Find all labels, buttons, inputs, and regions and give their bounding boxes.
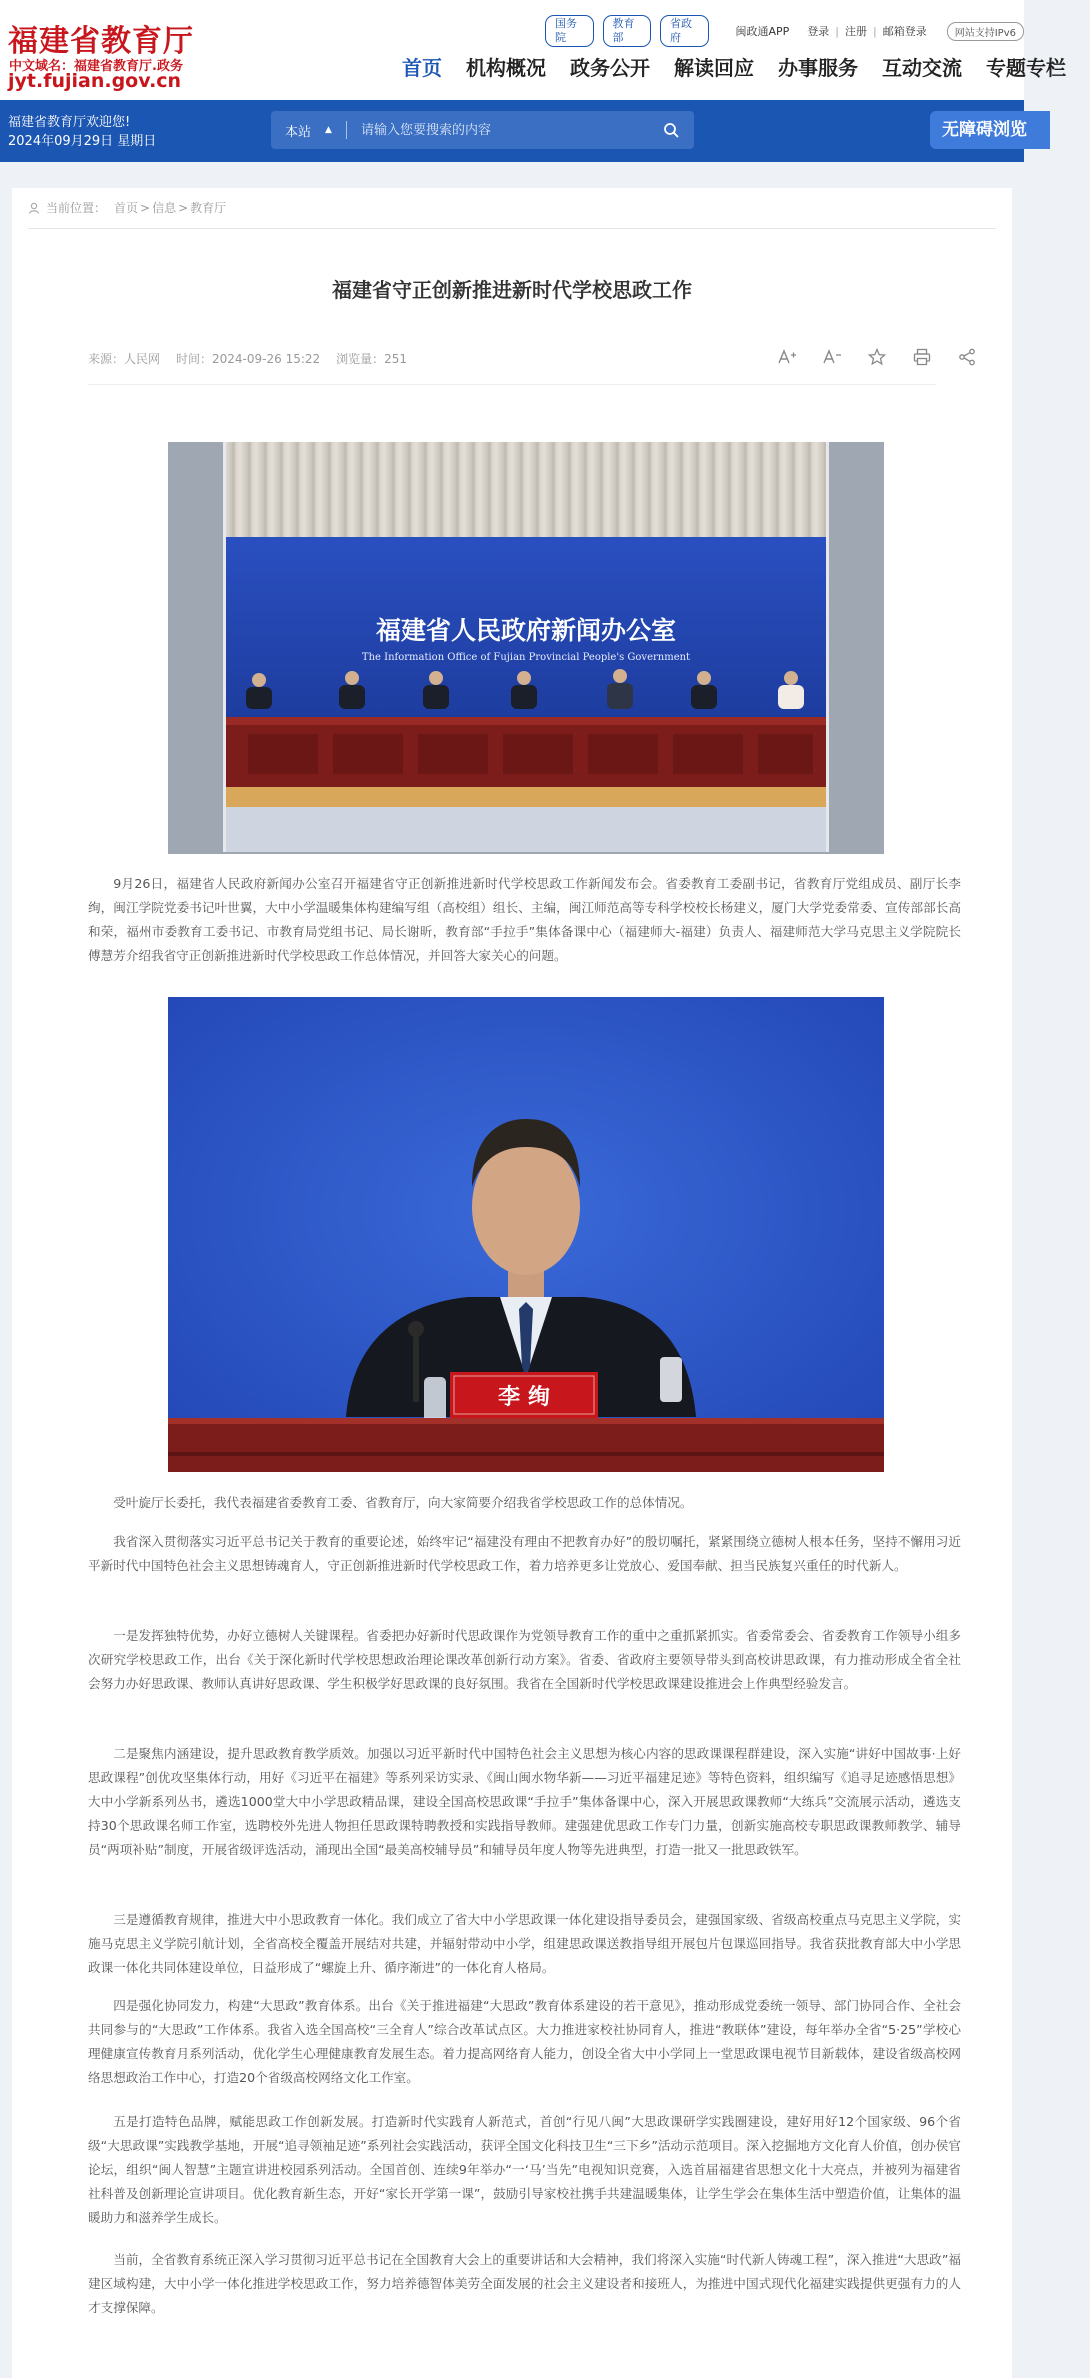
article-tools	[764, 346, 989, 368]
breadcrumb-info[interactable]: 信息	[152, 201, 177, 215]
divider	[28, 228, 996, 229]
mail-login-link[interactable]: 邮箱登录	[882, 25, 927, 38]
welcome-block	[8, 113, 156, 151]
article-paragraph: 一是发挥独特优势，办好立德树人关键课程。省委把办好新时代思政课作为党领导教育工作的重中之重抓紧抓实。省委常委会、省委教育工作领导小组多次研究学校思政工作，出台《关于深化新时代学校思想政治理论课改革创新行动方案》。省委、省政府主要领导带头到高校讲思政课，有力推动形成全省全社会努力办好思政课、教师认真讲好思政课、学生积极学好思政课的良好氛围。我省在全国新时代学校思政课建设推进会上作典型经验发言。	[88, 1628, 961, 1691]
article-meta	[88, 350, 423, 367]
breadcrumb-department[interactable]: 教育厅	[190, 201, 227, 215]
search-scope-label: 本站	[285, 124, 312, 140]
press-banner-text-en: The Information Office of Fujian Provincial People's Government	[361, 652, 691, 663]
login-link[interactable]: 登录	[807, 25, 830, 38]
article-source: 来源：人民网	[88, 352, 161, 366]
nav-services[interactable]: 办事服务	[778, 56, 858, 80]
separator: |	[835, 24, 840, 38]
breadcrumb-label: 当前位置：	[46, 201, 107, 215]
nav-home[interactable]: 首页	[402, 56, 442, 80]
logo-cn-domain: 中文域名：福建省教育厅.政务	[9, 59, 183, 74]
print-button[interactable]	[899, 346, 944, 368]
press-banner-text: 福建省人民政府新闻办公室	[375, 616, 677, 645]
font-increase-button[interactable]	[764, 346, 809, 368]
article-paragraph: 三是遵循教育规律，推进大中小思政教育一体化。我们成立了省大中小学思政课一体化建设指导委员会，建强国家级、省级高校重点马克思主义学院，实施马克思主义学院引航计划，全省高校全覆盖开展结对共建，并辐射带动中小学，组建思政课送教指导组开展包片包课巡回指导。我省获批教育部大中小学思政课一体化共同体建设单位，日益形成了“螺旋上升、循序渐进”的一体化育人格局。	[88, 1912, 961, 1975]
chevron-updown-icon: ▲︎	[325, 125, 332, 135]
print-icon	[913, 348, 931, 366]
current-date: 2024年09月29日 星期日	[8, 134, 157, 149]
breadcrumb-separator: >	[140, 200, 151, 215]
link-provincial-gov[interactable]: 省政府	[660, 15, 709, 47]
main-nav	[402, 52, 1090, 81]
article-paragraph: 当前，全省教育系统正深入学习贯彻习近平总书记在全国教育大会上的重要讲话和大会精神，我们将深入实施“时代新人铸魂工程”，深入推进“大思政”福建区域构建，大中小学一体化推进学校思政工作，努力培养德智体美劳全面发展的社会主义建设者和接班人，为推进中国式现代化福建实践提供更强有力的人才支撑保障。	[88, 2252, 961, 2315]
search-scope-select[interactable]	[271, 121, 347, 139]
site-header	[0, 0, 1066, 100]
register-link[interactable]: 注册	[845, 25, 868, 38]
link-state-council[interactable]: 国务院	[545, 15, 594, 47]
speaker-photo	[168, 997, 884, 1472]
article-views: 浏览量：251	[336, 352, 408, 366]
article-paragraph: 四是强化协同发力，构建“大思政”教育体系。出台《关于推进福建“大思政”教育体系建设的若干意见》，推动形成党委统一领导、部门协同合作、全社会共同参与的“大思政”工作体系。我省入选全国高校“三全育人”综合改革试点区。大力推进家校社协同育人，推进“教联体”建设，每年举办全省“5·25”学校心理健康宣传教育月系列活动，优化学生心理健康教育发展生态。着力提高网络育人能力，创设全省大中小学同上一堂思政课电视节目新载体，建设省级高校网络思想政治工作中心，打造20个省级高校网络文化工作室。	[88, 1998, 961, 2085]
speaker-nameplate: 李 绚	[498, 1384, 550, 1410]
font-decrease-icon	[822, 349, 842, 365]
logo-domain[interactable]: jyt.fujian.gov.cn	[8, 70, 182, 92]
user-location-icon	[28, 202, 40, 214]
top-utility-bar	[545, 15, 1024, 47]
nav-interpretation[interactable]: 解读回应	[674, 56, 754, 80]
welcome-search-band	[0, 100, 1027, 162]
search-button[interactable]	[648, 111, 694, 149]
article-title: 福建省守正创新推进新时代学校思政工作	[332, 278, 692, 302]
ipv6-badge: 网站支持IPv6	[947, 22, 1024, 41]
accessibility-button[interactable]: 无障碍浏览	[930, 111, 1050, 149]
link-ministry-education[interactable]: 教育部	[603, 15, 652, 47]
search-bar	[271, 111, 694, 149]
divider	[88, 384, 936, 385]
article-paragraph: 二是聚焦内涵建设，提升思政教育教学质效。加强以习近平新时代中国特色社会主义思想为核心内容的思政课课程群建设，深入实施“讲好中国故事·上好思政课程”创优攻坚集体行动，用好《习近平在福建》等系列采访实录、《闽山闽水物华新——习近平福建足迹》等特色资料，组织编写《追寻足迹感悟思想》大中小学新系列丛书，遴选1000堂大中小学思政精品课，建设全国高校思政课“手拉手”集体备课中心，深入开展思政课教师“大练兵”交流展示活动，遴选支持30个思政课名师工作室，选聘校外先进人物担任思政课特聘教授和实践指导教师。建强建优思政工作专门力量，创新实施高校专职思政课教师教学、辅导员“两项补贴”制度，开展省级评选活动，涌现出全国“最美高校辅导员”和辅导员年度人物等先进典型，打造一批又一批思政铁军。	[88, 1746, 961, 1857]
press-conference-photo	[168, 442, 884, 854]
article-card	[12, 188, 1012, 2378]
logo-title[interactable]: 福建省教育厅	[8, 24, 194, 59]
breadcrumb-home[interactable]: 首页	[114, 201, 139, 215]
search-input[interactable]	[347, 111, 648, 149]
welcome-text: 福建省教育厅欢迎您!	[8, 115, 131, 130]
nav-topics[interactable]: 专题专栏	[986, 56, 1066, 80]
article-paragraph: 我省深入贯彻落实习近平总书记关于教育的重要论述，始终牢记“福建没有理由不把教育办好”的殷切嘱托，紧紧围绕立德树人根本任务，坚持不懈用习近平新时代中国特色社会主义思想铸魂育人，守正创新推进新时代学校思政工作，着力培养更多让党放心、爱国奉献、担当民族复兴重任的时代新人。	[88, 1534, 961, 1573]
share-icon	[958, 348, 976, 366]
nav-interaction[interactable]: 互动交流	[882, 56, 962, 80]
share-button[interactable]	[944, 346, 989, 368]
search-icon	[663, 122, 679, 138]
article-paragraph: 五是打造特色品牌，赋能思政工作创新发展。打造新时代实践育人新范式，首创“行见八闽”大思政课研学实践圈建设，建好用好12个国家级、96个省级“大思政课”实践教学基地，开展“追寻领袖足迹”系列社会实践活动，获评全国文化科技卫生“三下乡”活动示范项目。深入挖掘地方文化育人价值，创办侯官论坛，组织“闽人智慧”主题宣讲进校园系列活动。全国首创、连续9年举办“一‘马’当先”电视知识竞赛，入选首届福建省思想文化十大亮点，并被列为福建省社科普及创新理论宣讲项目。优化教育新生态，开好“家长开学第一课”，鼓励引导家校社携手共建温暖集体，让学生学会在集体生活中塑造价值，让集体的温暖助力和滋养学生成长。	[88, 2114, 961, 2225]
font-increase-icon	[777, 349, 797, 365]
separator: |	[873, 24, 877, 38]
article-paragraph: 9月26日，福建省人民政府新闻办公室召开福建省守正创新推进新时代学校思政工作新闻发布会。省委教育工委副书记，省教育厅党组成员、副厅长李绚，闽江学院党委书记叶世翼，大中小学温暖集体构建编写组（高校组）组长、主编，闽江师范高等专科学校校长杨建义，厦门大学党委常委、宣传部部长高和荣，福州市委教育工委书记、市教育局党组书记、局长谢昕，教育部“手拉手”集体备课中心（福建师大-福建）负责人、福建师范大学马克思主义学院院长傅慧芳介绍我省守正创新推进新时代学校思政工作总体情况，并回答大家关心的问题。	[88, 876, 961, 963]
article-paragraph: 受叶旋厅长委托，我代表福建省委教育工委、省教育厅，向大家简要介绍我省学校思政工作的总体情况。	[113, 1495, 693, 1510]
font-decrease-button[interactable]	[809, 346, 854, 368]
breadcrumb-separator: >	[178, 200, 189, 215]
favorite-button[interactable]	[854, 346, 899, 368]
article-time: 时间：2024-09-26 15:22	[176, 352, 321, 366]
breadcrumb	[28, 199, 226, 216]
star-icon	[868, 348, 886, 366]
nav-gov-affairs[interactable]: 政务公开	[570, 56, 650, 80]
nav-overview[interactable]: 机构概况	[466, 56, 546, 80]
app-link[interactable]: 闽政通APP	[735, 25, 790, 38]
